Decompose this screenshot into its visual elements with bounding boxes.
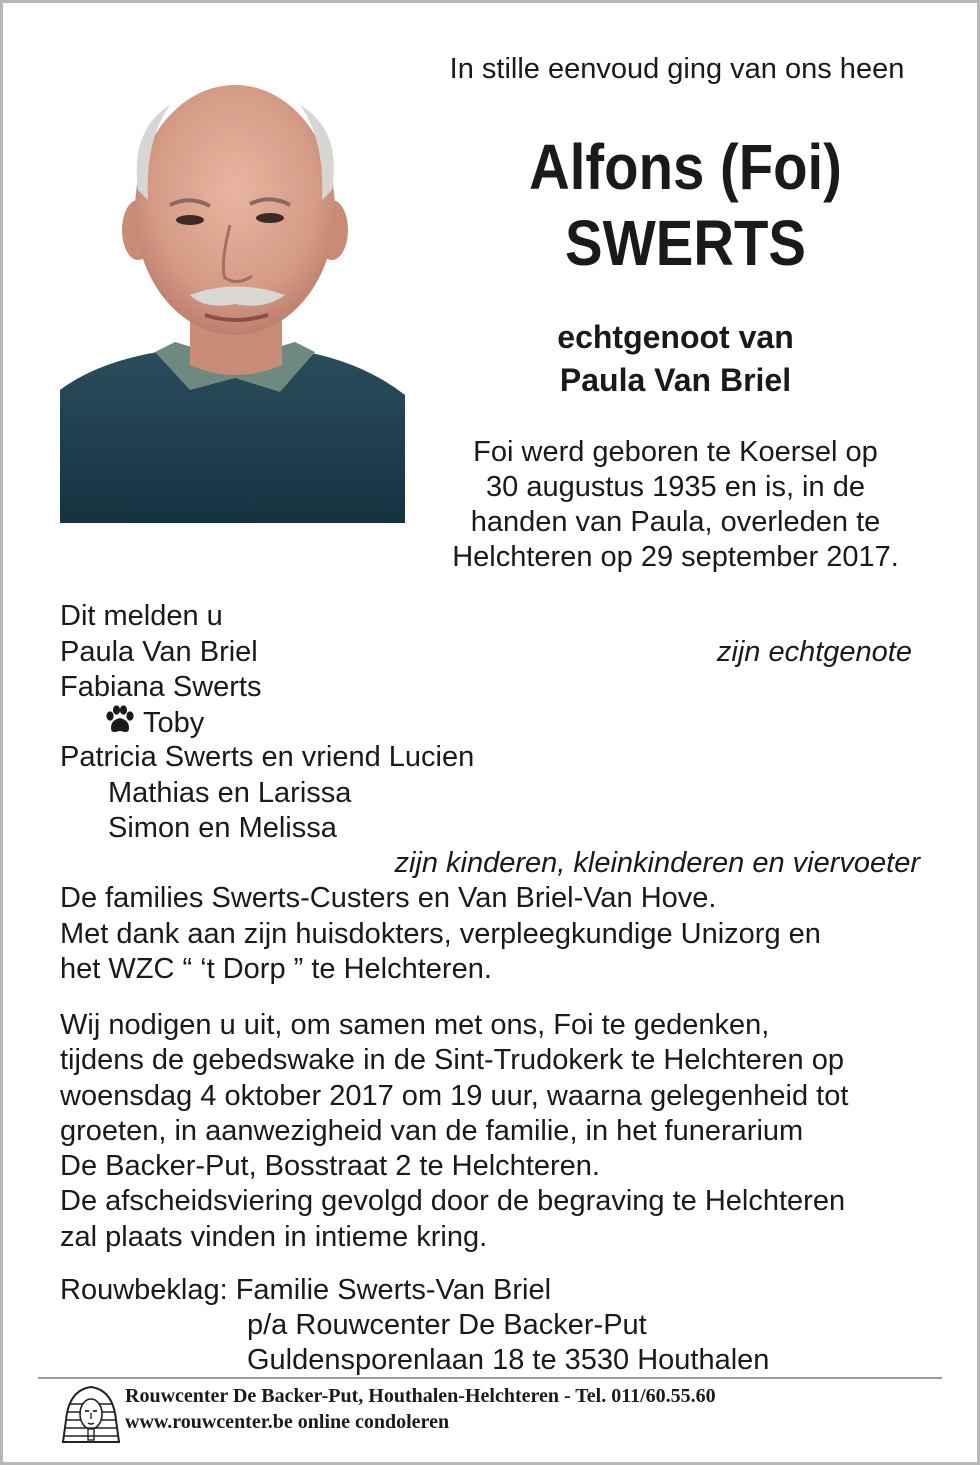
grandchild-name: Simon en Melissa xyxy=(108,812,337,844)
paw-icon xyxy=(103,705,137,735)
first-name: Alfons (Foi) xyxy=(529,131,842,203)
pet-line xyxy=(103,705,204,741)
deceased-name xyxy=(437,129,934,281)
invitation-line: De Backer-Put, Bosstraat 2 te Helchteren. xyxy=(60,1150,600,1183)
birth-line: handen van Paula, overleden te xyxy=(470,506,881,538)
invitation-line: Wij nodigen u uit, om samen met ons, Foi te gedenken, xyxy=(60,1009,770,1041)
thanks-line: Met dank aan zijn huisdokters, verpleegkundige Unizorg en xyxy=(60,918,821,950)
footer-divider xyxy=(38,1377,942,1379)
condolence-line: p/a Rouwcenter De Backer-Put xyxy=(247,1309,647,1341)
invitation-line: zal plaats vinden in intieme kring. xyxy=(60,1220,488,1253)
child-name: Fabiana Swerts xyxy=(60,671,262,703)
footer-text xyxy=(125,1383,716,1435)
thanks-line: het WZC “ ‘t Dorp ” te Helchteren. xyxy=(60,953,492,985)
invitation-line: groeten, in aanwezigheid van de familie, in het funerarium xyxy=(60,1114,804,1147)
invitation-line: tijdens de gebedswake in de Sint-Trudokerk te Helchteren op xyxy=(60,1044,844,1077)
condolence-line: Rouwbeklag: Familie Swerts-Van Briel xyxy=(60,1274,552,1306)
families-line: De families Swerts-Custers en Van Briel-Van Hove. xyxy=(60,882,717,914)
footer-contact: Rouwcenter De Backer-Put, Houthalen-Helchteren - Tel. 011/60.55.60 xyxy=(125,1385,716,1407)
invitation-line: De afscheidsviering gevolgd door de begraving te Helchteren xyxy=(60,1185,846,1218)
pet-name: Toby xyxy=(143,707,205,739)
birth-line: 30 augustus 1935 en is, in de xyxy=(486,471,865,503)
footer-website[interactable]: www.rouwcenter.be online condoleren xyxy=(125,1411,450,1433)
birth-line: Helchteren op 29 september 2017. xyxy=(452,541,899,573)
spouse-block xyxy=(403,316,948,402)
portrait-photo xyxy=(60,60,405,523)
spouse-name: Paula Van Briel xyxy=(559,362,792,398)
spouse-relation: echtgenoot van xyxy=(557,319,794,355)
invitation-line: woensdag 4 oktober 2017 om 19 uur, waarna gelegenheid tot xyxy=(60,1079,849,1112)
birth-death-text xyxy=(403,435,948,575)
children-role: zijn kinderen, kleinkinderen en viervoeter xyxy=(394,847,920,879)
invitation-text xyxy=(60,1008,848,1255)
pharaoh-logo-icon xyxy=(61,1384,121,1446)
last-name: SWERTS xyxy=(565,207,806,279)
portrait-illustration xyxy=(60,60,405,523)
condolence-line: Guldensporenlaan 18 te 3530 Houthalen xyxy=(247,1344,770,1376)
spouse-role: zijn echtgenote xyxy=(716,636,912,668)
spouse-family-name: Paula Van Briel xyxy=(60,636,258,668)
announce-line: Dit melden u xyxy=(60,600,223,632)
birth-line: Foi werd geboren te Koersel op xyxy=(473,436,878,468)
intro-line: In stille eenvoud ging van ons heen xyxy=(449,53,905,85)
grandchild-name: Mathias en Larissa xyxy=(108,777,352,809)
child-name: Patricia Swerts en vriend Lucien xyxy=(60,741,475,773)
